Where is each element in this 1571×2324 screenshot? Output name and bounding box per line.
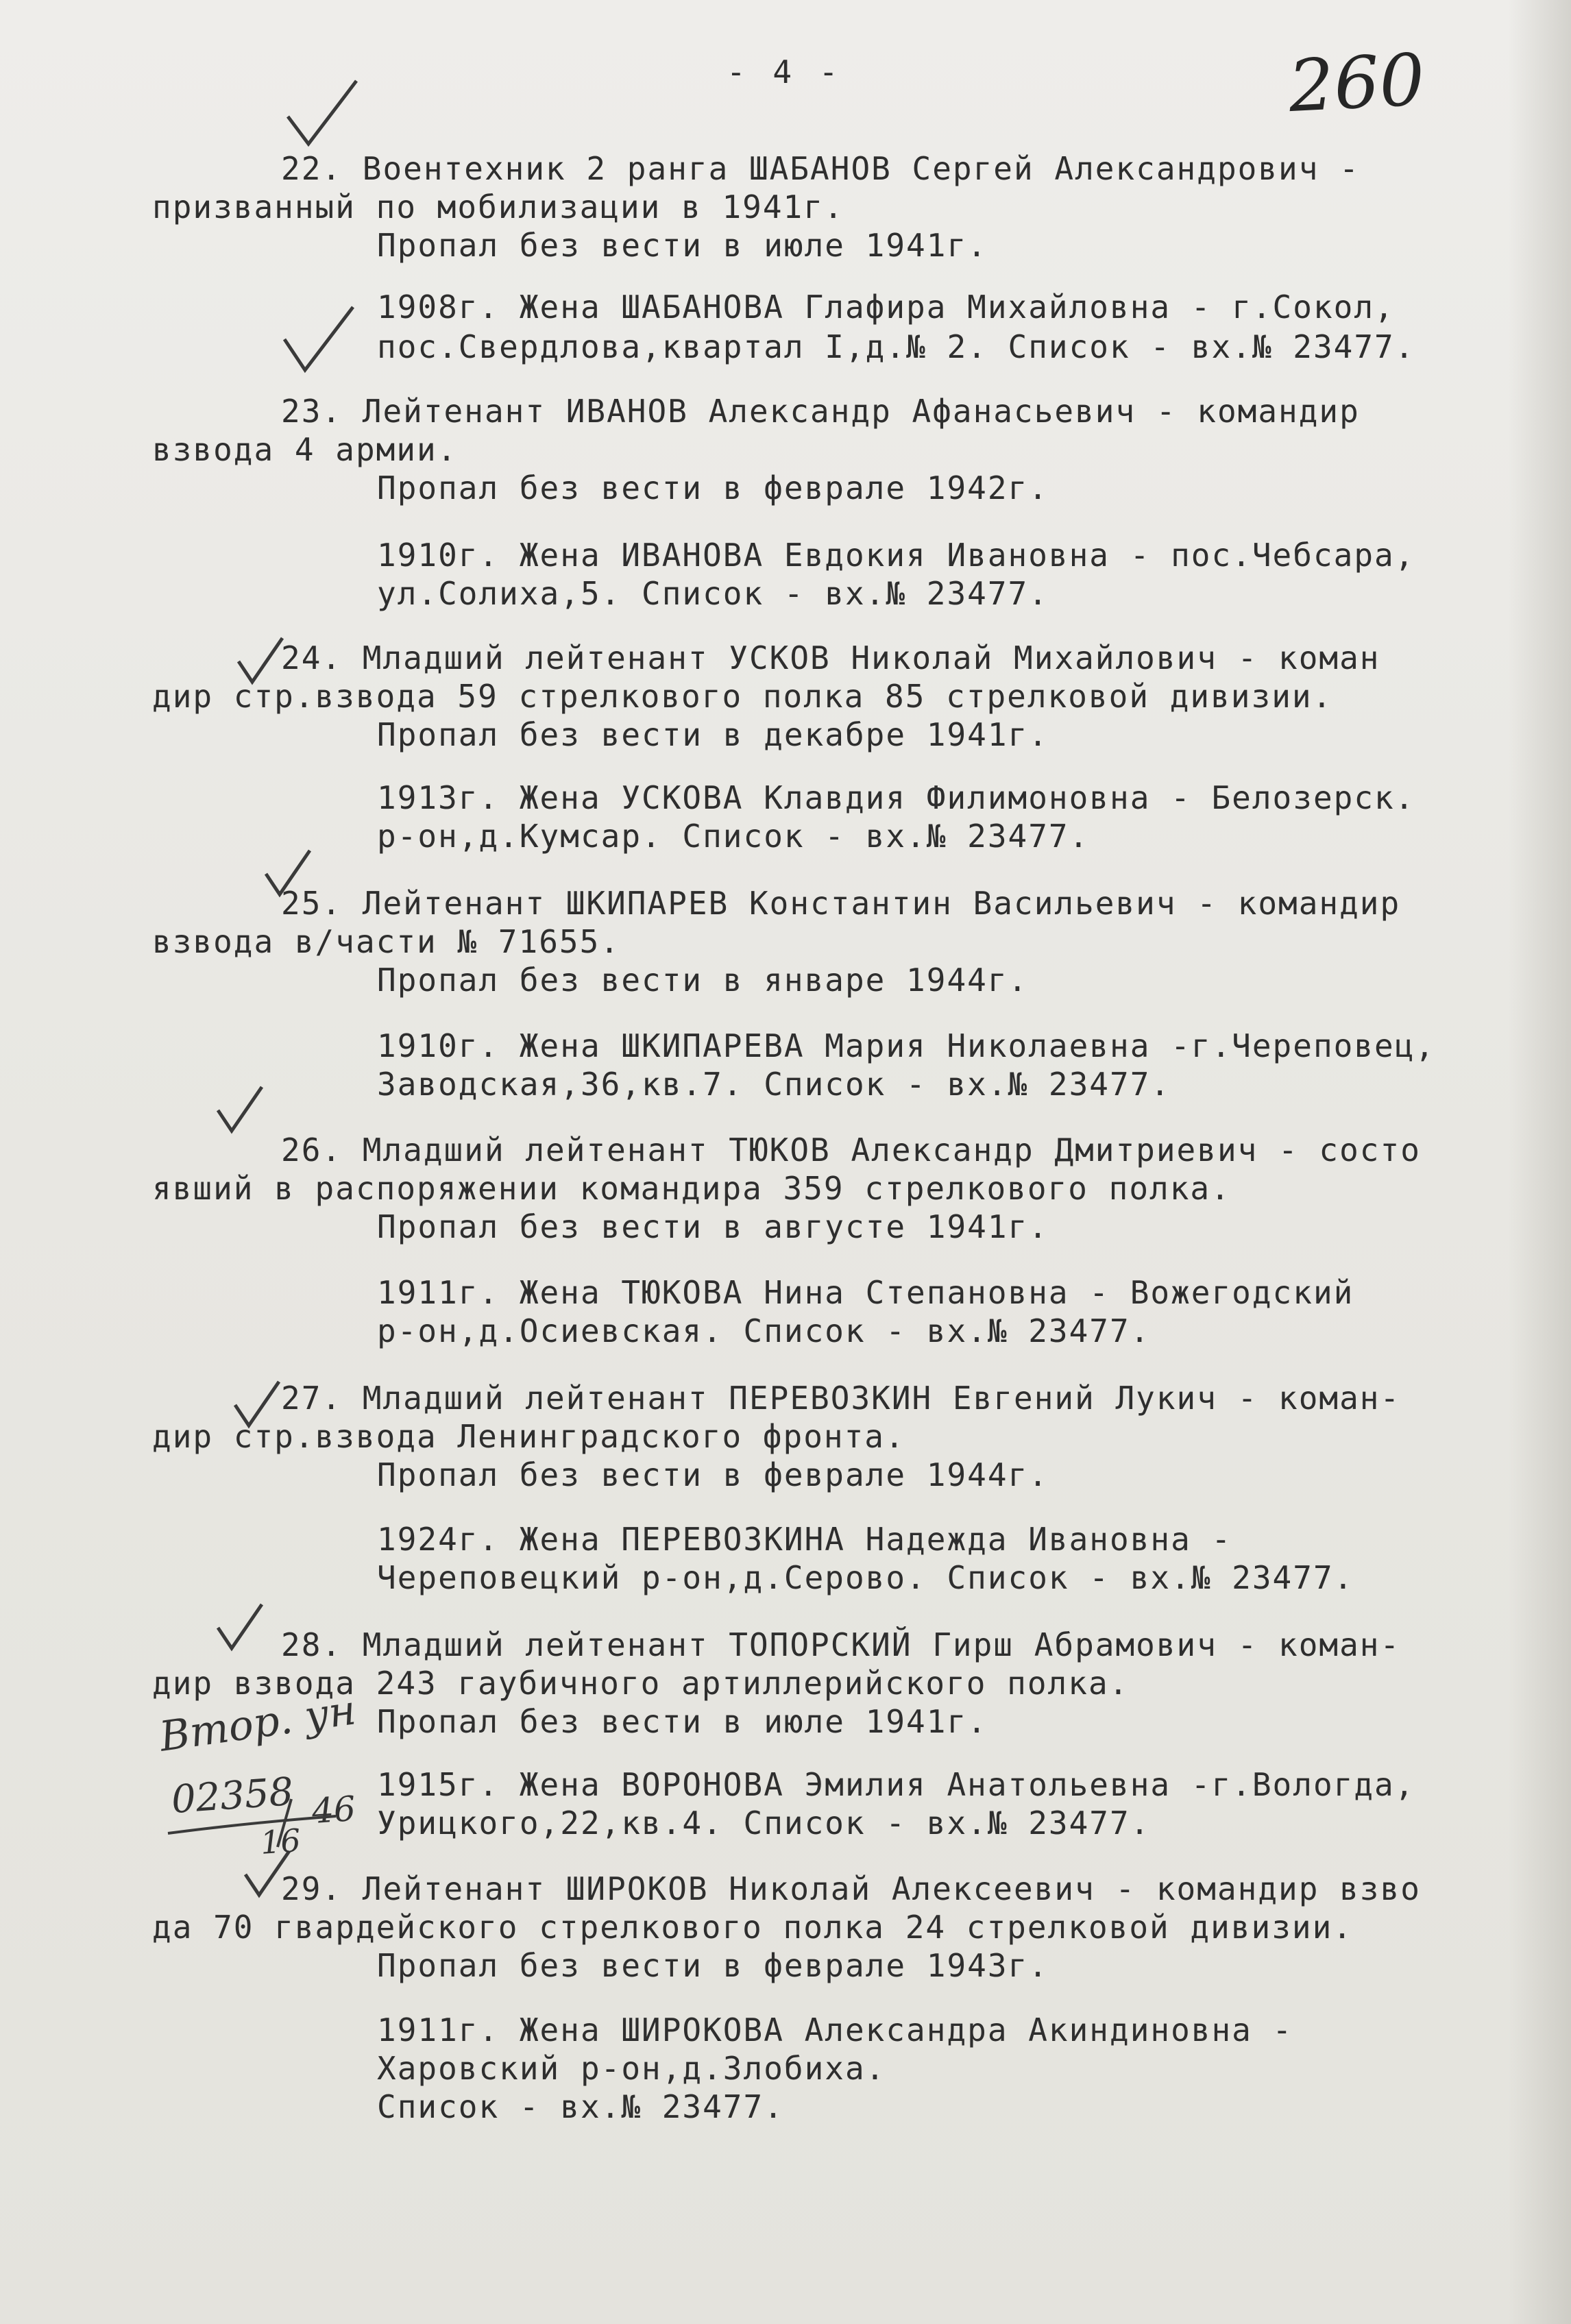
entry-29-wife-line-1: 1911г. Жена ШИРОКОВА Александра Акиндиновна - bbox=[377, 2011, 1293, 2048]
entry-25-wife-line-2: Заводская,36,кв.7. Список - вх.№ 23477. bbox=[377, 1066, 1171, 1103]
entry-27-line-1: 27. Младший лейтенант ПЕРЕВОЗКИН Евгений Лукич - коман- bbox=[281, 1380, 1401, 1417]
entry-28-wife-line-1: 1915г. Жена ВОРОНОВА Эмилия Анатольевна -г.Вологда, bbox=[377, 1766, 1415, 1803]
entry-23-line-2: взвода 4 армии. bbox=[152, 431, 458, 468]
entry-24-line-2: дир стр.взвода 59 стрелкового полка 85 стрелковой дивизии. bbox=[152, 678, 1333, 715]
entry-29-line-3: Пропал без вести в феврале 1943г. bbox=[377, 1947, 1049, 1984]
archive-page-number: 260 bbox=[1286, 37, 1427, 129]
entry-24-line-3: Пропал без вести в декабре 1941г. bbox=[377, 716, 1049, 753]
entry-27-line-3: Пропал без вести в феврале 1944г. bbox=[377, 1456, 1049, 1493]
entry-22-line-3: Пропал без вести в июле 1941г. bbox=[377, 227, 988, 264]
entry-29-wife-line-3: Список - вх.№ 23477. bbox=[377, 2088, 784, 2125]
handwritten-number: 02358 bbox=[169, 1769, 295, 1823]
entry-25-line-2: взвода в/части № 71655. bbox=[152, 923, 620, 960]
entry-25-line-1: 25. Лейтенант ШКИПАРЕВ Константин Васильевич - командир bbox=[281, 885, 1401, 922]
entry-26-wife-line-1: 1911г. Жена ТЮКОВА Нина Степановна - Вожегодский bbox=[377, 1274, 1354, 1311]
page-edge-shadow bbox=[1508, 0, 1571, 2324]
entry-23-wife-line-1: 1910г. Жена ИВАНОВА Евдокия Ивановна - пос.Чебсара, bbox=[377, 537, 1415, 574]
entry-29-wife-line-2: Харовский р-он,д.Злобиха. bbox=[377, 2050, 886, 2087]
entry-25-line-3: Пропал без вести в январе 1944г. bbox=[377, 962, 1029, 999]
entry-26-line-3: Пропал без вести в августе 1941г. bbox=[377, 1208, 1049, 1245]
entry-27-wife-line-2: Череповецкий р-он,д.Серово. Список - вх.№ 23477. bbox=[377, 1559, 1354, 1596]
entry-27-wife-line-1: 1924г. Жена ПЕРЕВОЗКИНА Надежда Ивановна - bbox=[377, 1521, 1232, 1558]
entry-23-line-1: 23. Лейтенант ИВАНОВ Александр Афанасьевич - командир bbox=[281, 393, 1360, 430]
entry-28-line-3: Пропал без вести в июле 1941г. bbox=[377, 1703, 988, 1740]
check-mark-icon bbox=[212, 1083, 267, 1138]
entry-29-line-1: 29. Лейтенант ШИРОКОВ Николай Алексеевич - командир взво bbox=[281, 1870, 1421, 1907]
handwritten-underline-icon bbox=[165, 1796, 343, 1850]
entry-24-wife-line-1: 1913г. Жена УСКОВА Клавдия Филимоновна - Белозерск. bbox=[377, 779, 1415, 816]
entry-28-line-1: 28. Младший лейтенант ТОПОРСКИЙ Гирш Абрамович - коман- bbox=[281, 1626, 1401, 1663]
entry-24-line-1: 24. Младший лейтенант УСКОВ Николай Михайлович - коман bbox=[281, 639, 1380, 676]
entry-26-wife-line-2: р-он,д.Осиевская. Список - вх.№ 23477. bbox=[377, 1312, 1151, 1349]
handwritten-note: Втор. ун bbox=[156, 1686, 359, 1761]
entry-24-wife-line-2: р-он,д.Кумсар. Список - вх.№ 23477. bbox=[377, 818, 1090, 855]
entry-22-line-1: 22. Воентехник 2 ранга ШАБАНОВ Сергей Александрович - bbox=[281, 150, 1360, 187]
entry-22-wife-line-2: пос.Свердлова,квартал I,д.№ 2. Список - вх.№ 23477. bbox=[377, 328, 1415, 365]
entry-25-wife-line-1: 1910г. Жена ШКИПАРЕВА Мария Николаевна -г.Череповец, bbox=[377, 1027, 1436, 1064]
entry-22-wife-line-1: 1908г. Жена ШАБАНОВА Глафира Михайловна - г.Сокол, bbox=[377, 289, 1395, 326]
handwritten-number-3: 16 bbox=[259, 1822, 302, 1861]
check-mark-icon bbox=[278, 302, 360, 377]
entry-27-line-2: дир стр.взвода Ленинградского фронта. bbox=[152, 1418, 905, 1455]
check-mark-icon bbox=[281, 75, 363, 151]
entry-23-line-3: Пропал без вести в феврале 1942г. bbox=[377, 469, 1049, 506]
entry-28-line-2: дир взвода 243 гаубичного артиллерийского полка. bbox=[152, 1665, 1130, 1702]
entry-28-wife-line-2: Урицкого,22,кв.4. Список - вх.№ 23477. bbox=[377, 1805, 1151, 1842]
entry-22-line-2: призванный по мобилизации в 1941г. bbox=[152, 188, 844, 225]
entry-23-wife-line-2: ул.Солиха,5. Список - вх.№ 23477. bbox=[377, 575, 1049, 612]
entry-26-line-1: 26. Младший лейтенант ТЮКОВ Александр Дмитриевич - состо bbox=[281, 1132, 1421, 1169]
handwritten-number-2: 46 bbox=[310, 1788, 357, 1832]
check-mark-icon bbox=[212, 1600, 267, 1655]
entry-29-line-2: да 70 гвардейского стрелкового полка 24 стрелковой дивизии. bbox=[152, 1909, 1353, 1946]
page-number: - 4 - bbox=[727, 53, 842, 90]
entry-26-line-2: явший в распоряжении командира 359 стрелкового полка. bbox=[152, 1170, 1231, 1207]
